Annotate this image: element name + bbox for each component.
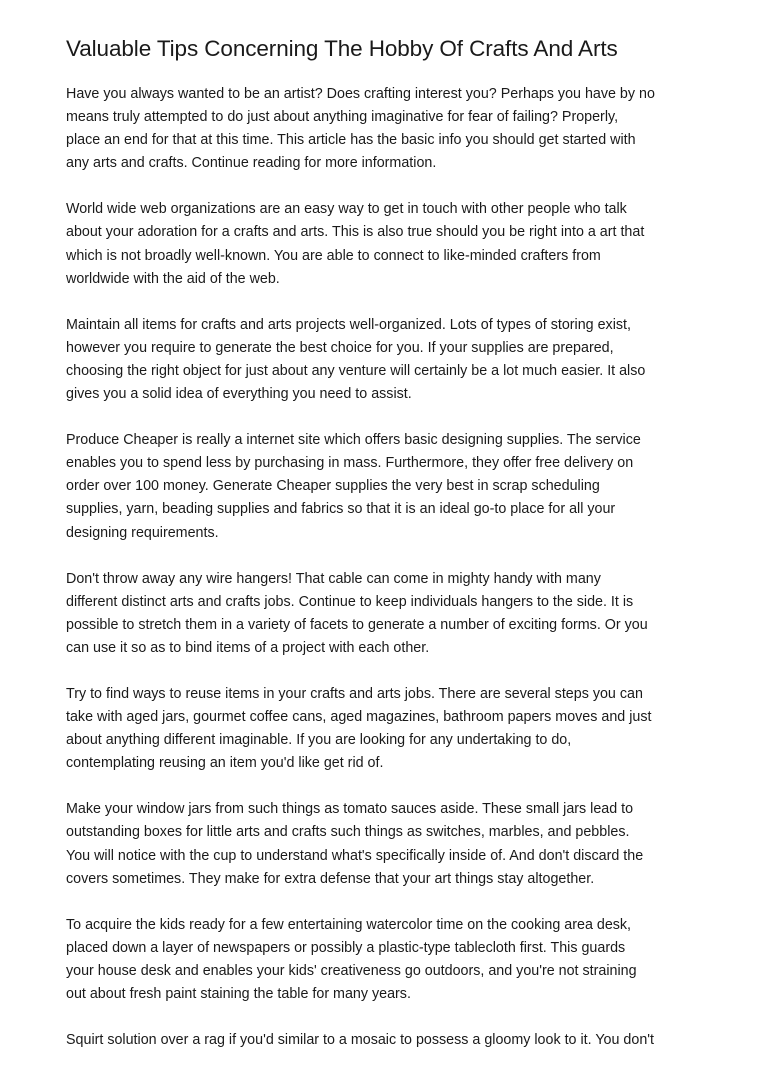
text-line: choosing the right object for just about any venture will certainly be a lot much easier. It also [66,362,646,379]
text-line: possible to stretch them in a variety of facets to generate a number of exciting forms. Or you [66,616,648,633]
text-line: supplies, yarn, beading supplies and fabrics so that it is an ideal go-to place for all your [66,501,616,518]
paragraph [66,83,716,175]
text-line: Don't throw away any wire hangers! That cable can come in mighty handy with many [66,570,601,587]
paragraph [66,1029,716,1052]
paragraph [66,914,716,1006]
text-line: To acquire the kids ready for a few entertaining watercolor time on the cooking area desk, [66,916,632,933]
text-line: however you require to generate the best choice for you. If your supplies are prepared, [66,339,614,356]
text-line: Produce Cheaper is really a internet site which offers basic designing supplies. The service [66,432,641,449]
text-line: about anything different imaginable. If you are looking for any undertaking to do, [66,732,572,749]
text-line: can use it so as to bind items of a project with each other. [66,639,430,656]
document-body [66,83,716,1052]
text-line: place an end for that at this time. This article has the basic info you should get started with [66,132,636,149]
text-line: placed down a layer of newspapers or possibly a plastic-type tablecloth first. This guards [66,939,626,956]
text-line: different distinct arts and crafts jobs. Continue to keep individuals hangers to the side. It is [66,593,634,610]
text-line: enables you to spend less by purchasing in mass. Furthermore, they offer free delivery on [66,455,634,472]
paragraph [66,314,716,406]
text-line: contemplating reusing an item you'd like get rid of. [66,755,384,772]
paragraph [66,198,716,290]
text-line: Try to find ways to reuse items in your crafts and arts jobs. There are several steps you can [66,685,643,702]
paragraph [66,798,716,890]
text-line: designing requirements. [66,524,219,541]
text-line: worldwide with the aid of the web. [66,270,280,287]
text-line: out about fresh paint staining the table for many years. [66,986,411,1002]
text-line: covers sometimes. They make for extra defense that your art things stay altogether. [66,870,595,887]
text-line: World wide web organizations are an easy way to get in touch with other people who talk [66,201,627,218]
text-line: means truly attempted to do just about anything imaginative for fear of failing? Properly, [66,109,619,126]
text-line: Squirt solution over a rag if you'd similar to a mosaic to possess a gloomy look to it. You don't [66,1032,654,1049]
text-line: Have you always wanted to be an artist? Does crafting interest you? Perhaps you have by no [66,86,655,102]
text-line: order over 100 money. Generate Cheaper supplies the very best in scrap scheduling [66,478,600,495]
document-title: Valuable Tips Concerning The Hobby Of Crafts And Arts [66,36,618,61]
text-line: gives you a solid idea of everything you need to assist. [66,386,412,403]
paragraph [66,568,716,660]
text-line: your house desk and enables your kids' creativeness go outdoors, and you're not straining [66,962,637,979]
text-line: take with aged jars, gourmet coffee cans, aged magazines, bathroom papers moves and just [66,709,652,726]
text-line: about your adoration for a crafts and arts. This is also true should you be right into a art that [66,224,645,241]
text-line: You will notice with the cup to understand what's specifically inside of. And don't discard the [66,847,644,864]
text-line: any arts and crafts. Continue reading for more information. [66,155,437,172]
text-line: Make your window jars from such things as tomato sauces aside. These small jars lead to [66,801,634,818]
text-line: outstanding boxes for little arts and crafts such things as switches, marbles, and pebbles. [66,824,630,841]
document-page [66,34,716,1075]
paragraph [66,683,716,775]
paragraph [66,429,716,544]
text-line: which is not broadly well-known. You are able to connect to like-minded crafters from [66,247,601,264]
text-line: Maintain all items for crafts and arts projects well-organized. Lots of types of storing exist, [66,316,631,333]
